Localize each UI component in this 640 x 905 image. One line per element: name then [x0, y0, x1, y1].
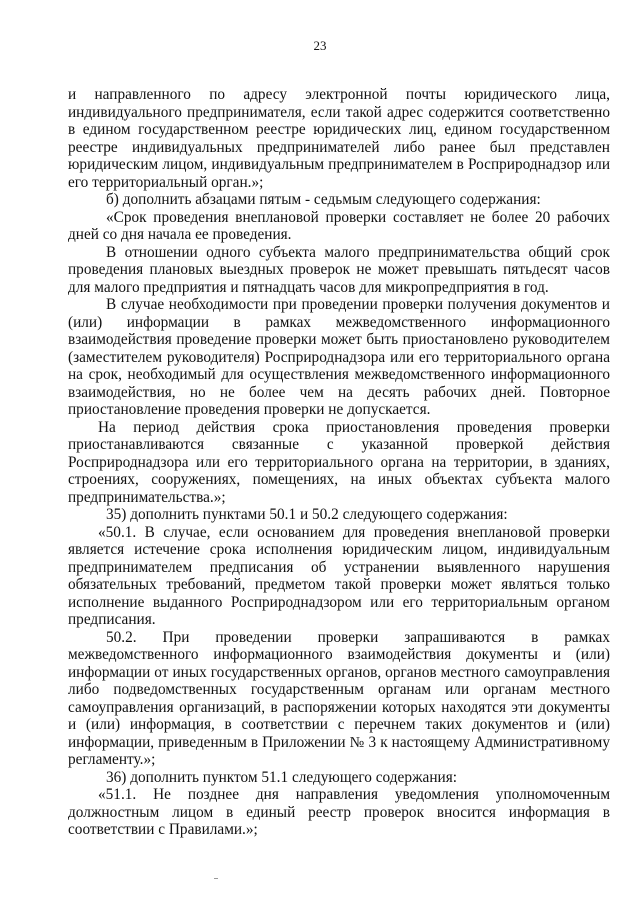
scan-speck [214, 878, 218, 879]
paragraph-amendment-36: 36) дополнить пунктом 51.1 следующего содержания: [106, 768, 457, 786]
paragraph-50-2: 50.2. При проведении проверки запрашиваются в рамках межведомственного информационного взаимодействия документы и (или) информации от иных государственных органов, органов местного самоуправления либо подведомственных государственным органам или органам местного самоуправления организаций, в распоряжении которых находятся эти документы и (или) информация, в соответствии с перечнем таких документов и (или) информации, приведенным в Приложении № 3 к настоящему Административному регламенту.»; [68, 628, 610, 768]
paragraph-amendment-35: 35) дополнить пунктами 50.1 и 50.2 следующего содержания: [106, 506, 508, 523]
paragraph-unscheduled-inspection-term: «Срок проведения внеплановой проверки составляет не более 20 рабочих дней со дня начала ее проведения. [68, 208, 610, 243]
paragraph-inspection-suspension: В случае необходимости при проведении проверки получения документов и (или) информации в рамках межведомственного информационного взаимодействия проведение проверки может быть приостановлено руководителем (заместителем руководителя) Росприроднадзора или его территориального органа на срок, необходимый для осуществления межведомственного информационного взаимодействия, но не более чем на десять рабочих дней. Повторное приостановление проведения проверки не допускается. [68, 296, 610, 418]
paragraph-51-1: «51.1. Не позднее дня направления уведомления уполномоченным должностным лицом в единый реестр проверок вносится информация в соответствии с Правилами.»; [68, 786, 610, 838]
paragraph-email-delivery: и направленного по адресу электронной почты юридического лица, индивидуального предпринимателя, если такой адрес содержится соответственно в едином государственном реестре юридических лиц, едином государственном реестре индивидуальных предпринимателей либо ранее был представлен юридическим лицом, индивидуальным предпринимателем в Росприроднадзор или его территориальный орган.»; [68, 86, 610, 191]
paragraph-amendment-b: б) дополнить абзацами пятым - седьмым следующего содержания: [106, 191, 541, 208]
document-body [68, 86, 610, 839]
page-number: 23 [313, 38, 327, 53]
paragraph-suspension-period: На период действия срока приостановления проведения проверки приостанавливаются связанные с указанной проверкой действия Росприроднадзора или его территориального органа на территории, в зданиях, строениях, сооружениях, помещениях, на иных объектах субъекта малого предпринимательства.»; [68, 418, 610, 506]
paragraph-50-1: «50.1. В случае, если основанием для проведения внеплановой проверки является истечение срока исполнения юридическим лицом, индивидуальным предпринимателем предписания об устранении выявленного нарушения обязательных требований, предметом такой проверки может являться только исполнение выданного Росприроднадзором или его территориальным органом предписания. [68, 523, 610, 628]
paragraph-small-business-limit: В отношении одного субъекта малого предпринимательства общий срок проведения плановых выездных проверок не может превышать пятьдесят часов для малого предприятия и пятнадцать часов для микропредприятия в год. [68, 243, 610, 296]
